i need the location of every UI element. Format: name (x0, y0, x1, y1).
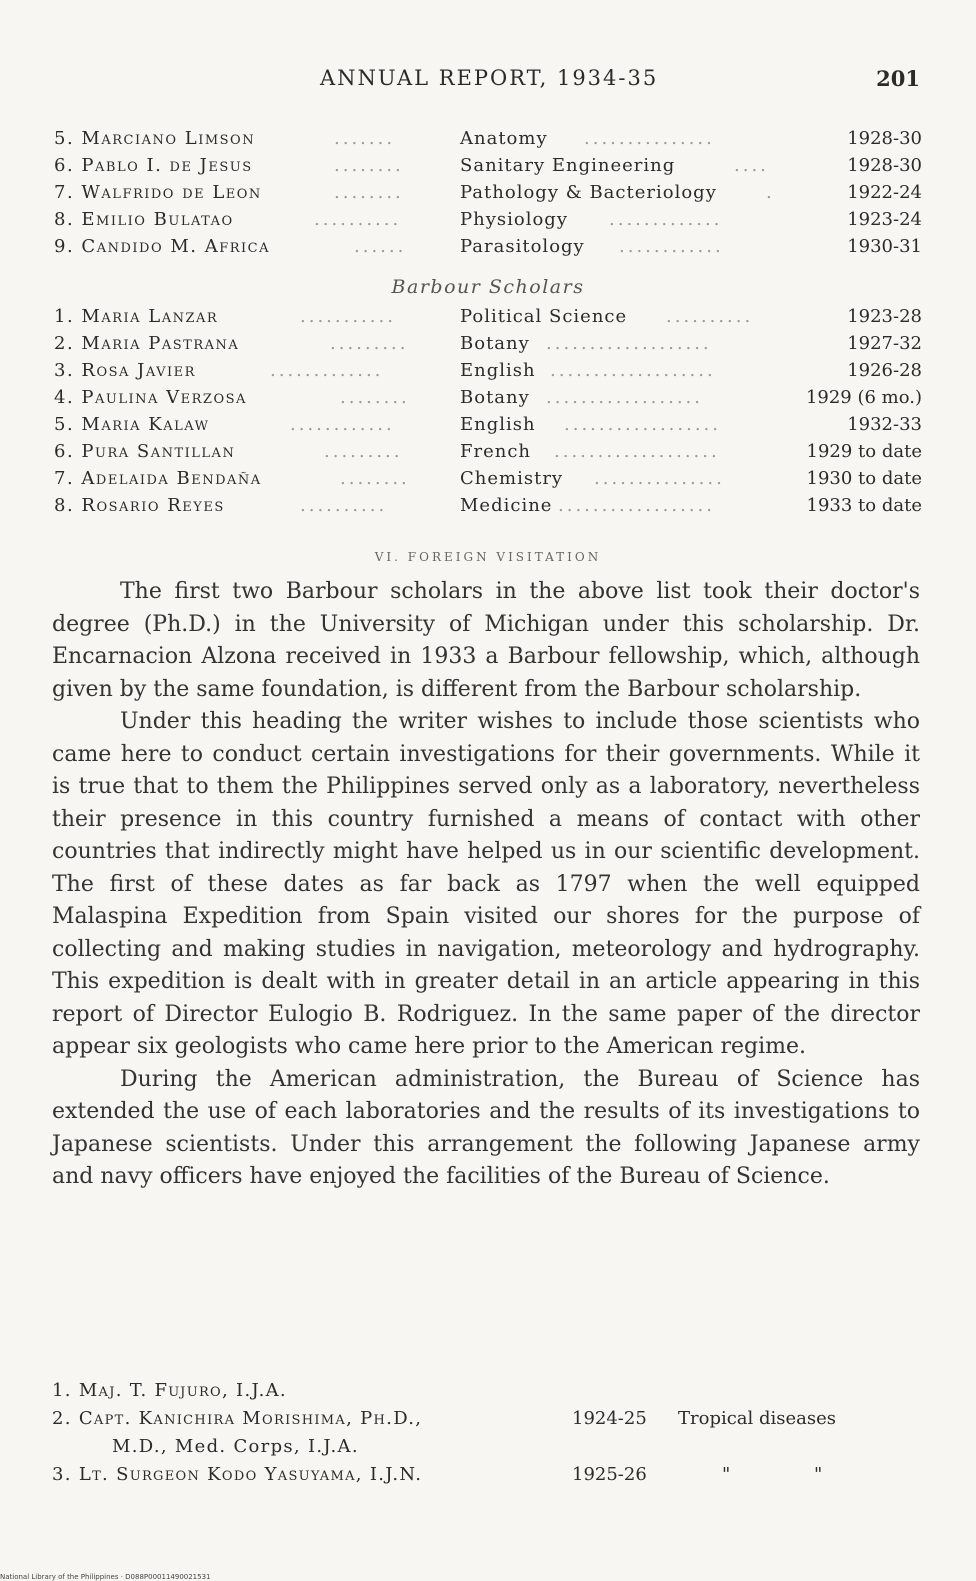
list-item: 2. Capt. Kanichira Morishima, Ph.D., 1924-25 Tropical diseases (52, 1408, 837, 1429)
scan-footer: National Library of the Philippines · D088P00011490021531 (0, 1573, 211, 1581)
list-item: 8. Emilio Bulatao .......... Physiology ............. 1923-24 (54, 209, 922, 230)
list-item: 6. Pablo I. de Jesus ........ Sanitary Engineering .... 1928-30 (54, 155, 922, 176)
list-item: 7. Walfrido de Leon ........ Pathology & Bacteriology . 1922-24 (54, 182, 922, 203)
list-item: M.D., Med. Corps, I.J.A. (112, 1436, 359, 1457)
scholars-list (54, 128, 922, 263)
paragraph: During the American administration, the Bureau of Science has extended the use of each laboratories and the results of its investigations to Japanese scientists. Under this arrangement the following Japanese army and navy officers have enjoyed the facilities of the Bureau of Science. (52, 1066, 920, 1189)
body-text (52, 576, 920, 1194)
list-item: 6. Pura Santillan ......... French ................... 1929 to date (54, 441, 922, 462)
list-item: 1. Maj. T. Fujuro, I.J.A. (52, 1380, 287, 1401)
list-item: 1. Maria Lanzar ........... Political Science .......... 1923-28 (54, 306, 922, 327)
header-title: ANNUAL REPORT, 1934-35 (320, 66, 659, 90)
list-item: 8. Rosario Reyes .......... Medicine .................. 1933 to date (54, 495, 922, 516)
list-item: 2. Maria Pastrana ......... Botany ................... 1927-32 (54, 333, 922, 354)
barbour-list (54, 306, 922, 522)
officers-list (52, 1380, 932, 1492)
list-item: 3. Rosa Javier ............. English ................... 1926-28 (54, 360, 922, 381)
paragraph: Under this heading the writer wishes to include those scientists who came here to conduct certain investigations for their governments. While it is true that to them the Philippines served only as a laboratory, nevertheless their presence in this country furnished a means of contact with other countries that indirectly might have helped us in our scientific development. The first of these dates as far back as 1797 when the well equipped Malaspina Expedition from Spain visited our shores for the purpose of collecting and making studies in navigation, meteorology and hydrography. This expedition is dealt with in greater detail in an article appearing in this report of Director Eulogio B. Rodriguez. In the same paper of the director appear six geologists who came here prior to the American regime. (52, 709, 920, 1059)
list-item: 7. Adelaida Bendaña ........ Chemistry ............... 1930 to date (54, 468, 922, 489)
list-item: 9. Candido M. Africa ...... Parasitology ............ 1930-31 (54, 236, 922, 257)
paragraph: The first two Barbour scholars in the above list took their doctor's degree (Ph.D.) in the University of Michigan under this scholarship. Dr. Encarnacion Alzona received in 1933 a Barbour fellowship, which, although given by the same foundation, is different from the Barbour scholarship. (52, 579, 920, 702)
running-header (320, 66, 920, 96)
page-number: 201 (876, 66, 920, 91)
list-item: 4. Paulina Verzosa ........ Botany .................. 1929 (6 mo.) (54, 387, 922, 408)
barbour-heading: Barbour Scholars (391, 276, 585, 298)
list-item: 5. Marciano Limson ....... Anatomy ............... 1928-30 (54, 128, 922, 149)
list-item: 3. Lt. Surgeon Kodo Yasuyama, I.J.N. 1925-26 " " (52, 1464, 823, 1485)
list-item: 5. Maria Kalaw ............ English .................. 1932-33 (54, 414, 922, 435)
section-title: VI. FOREIGN VISITATION (374, 550, 602, 564)
